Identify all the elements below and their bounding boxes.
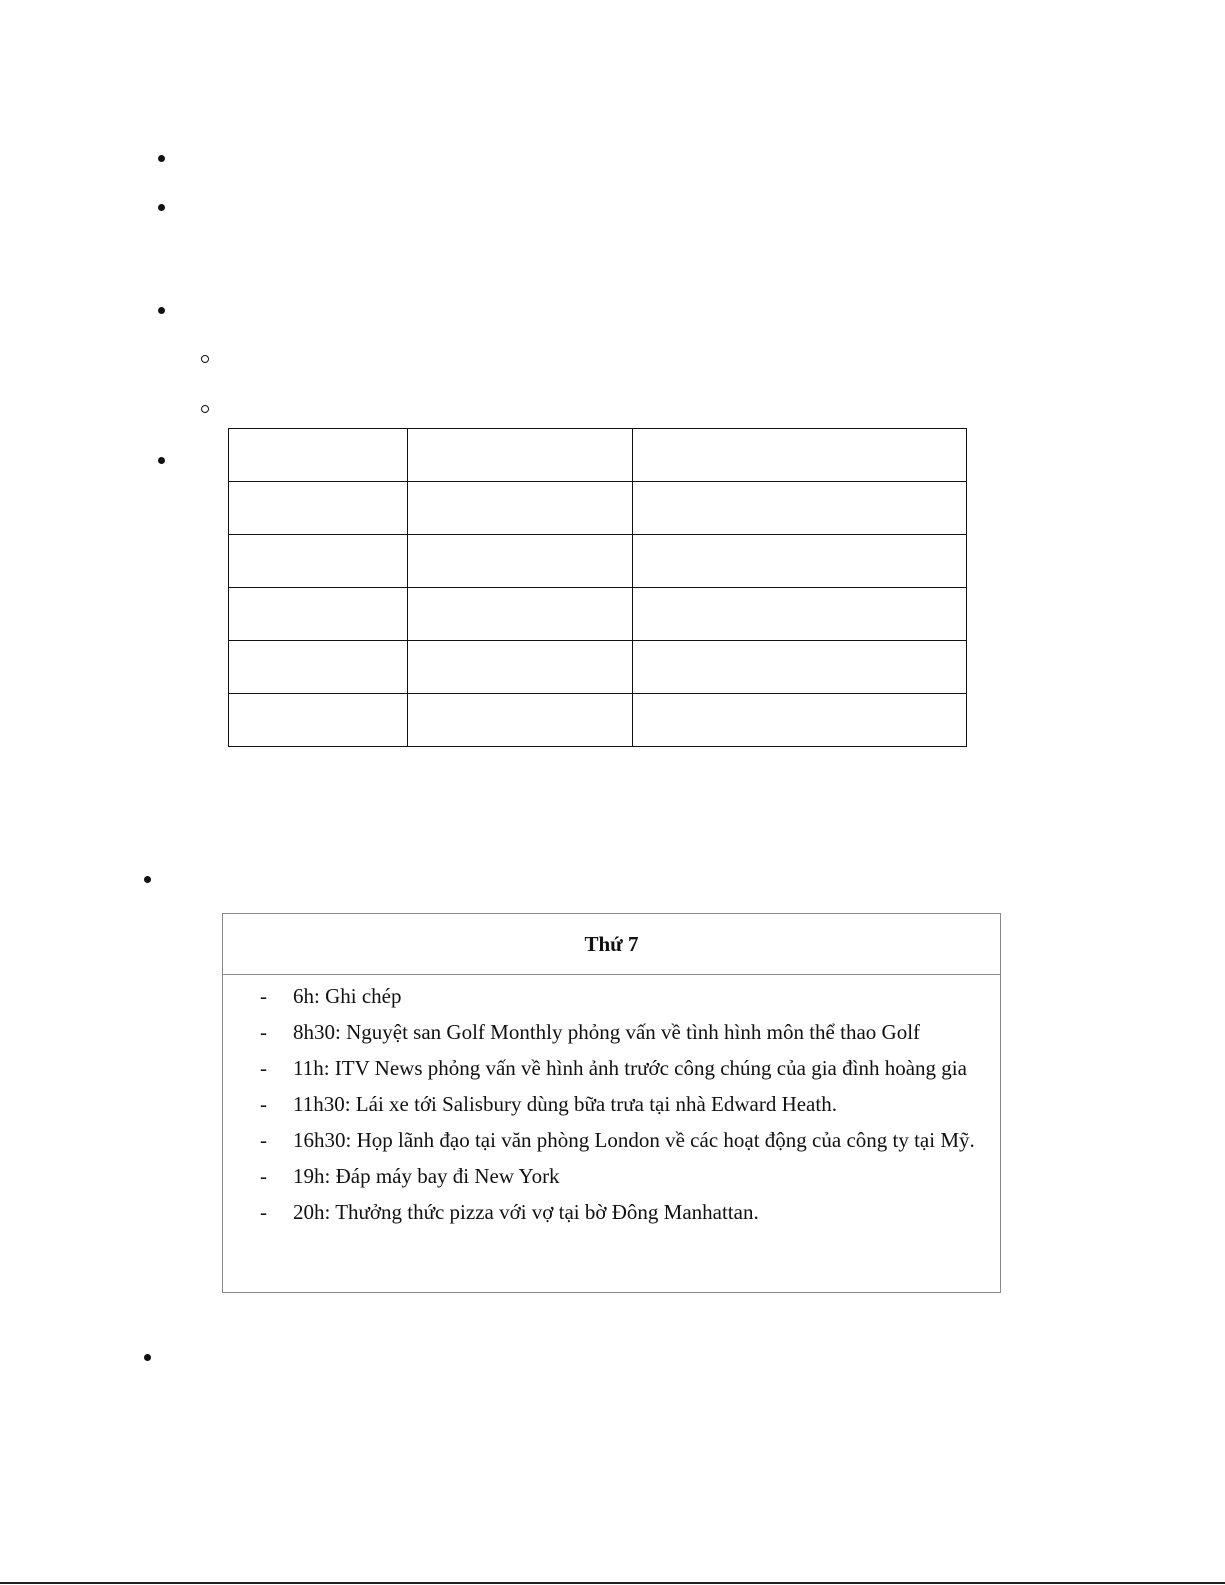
table-cell — [633, 694, 967, 747]
table-row — [229, 429, 967, 482]
list-bullet — [144, 876, 151, 883]
sub-list-bullet — [201, 405, 209, 413]
table-cell — [408, 694, 633, 747]
table-cell — [229, 641, 408, 694]
table-row — [229, 588, 967, 641]
schedule-item-text: 11h30: Lái xe tới Salisbury dùng bữa trưa tại nhà Edward Heath. — [293, 1092, 837, 1116]
schedule-item-text: 19h: Đáp máy bay đi New York — [293, 1164, 560, 1188]
table-cell — [633, 482, 967, 535]
schedule-item-text: 8h30: Nguyệt san Golf Monthly phỏng vấn về tình hình môn thể thao Golf — [293, 1020, 921, 1044]
table-row — [229, 535, 967, 588]
table-row — [229, 641, 967, 694]
schedule-item — [223, 1055, 990, 1081]
table-cell — [229, 482, 408, 535]
dash-marker: - — [260, 1056, 267, 1080]
table-row — [229, 694, 967, 747]
table-cell — [408, 535, 633, 588]
table-cell — [408, 429, 633, 482]
schedule-item-text: 16h30: Họp lãnh đạo tại văn phòng London về các hoạt động của công ty tại Mỹ. — [293, 1128, 975, 1152]
schedule-item-text: 20h: Thưởng thức pizza với vợ tại bờ Đông Manhattan. — [293, 1200, 759, 1224]
empty-table — [228, 428, 967, 747]
schedule-item — [223, 1163, 990, 1189]
schedule-item-text: 11h: ITV News phỏng vấn về hình ảnh trước công chúng của gia đình hoàng gia — [293, 1056, 967, 1080]
table-cell — [229, 694, 408, 747]
list-bullet — [158, 204, 165, 211]
schedule-item — [223, 1199, 990, 1225]
table-cell — [633, 588, 967, 641]
page-bottom-rule — [0, 1582, 1225, 1584]
list-bullet — [158, 457, 165, 464]
list-bullet — [144, 1354, 151, 1361]
table-cell — [633, 535, 967, 588]
schedule-item — [223, 1019, 990, 1045]
dash-marker: - — [260, 1200, 267, 1224]
table-cell — [408, 641, 633, 694]
table-cell — [408, 588, 633, 641]
schedule-item — [223, 1091, 990, 1117]
table-cell — [229, 588, 408, 641]
list-bullet — [158, 155, 165, 162]
list-bullet — [158, 307, 165, 314]
table-cell — [229, 535, 408, 588]
schedule-item-text: 6h: Ghi chép — [293, 984, 402, 1008]
dash-marker: - — [260, 1020, 267, 1044]
table-cell — [633, 429, 967, 482]
dash-marker: - — [260, 1092, 267, 1116]
sub-list-bullet — [201, 355, 209, 363]
table-cell — [408, 482, 633, 535]
schedule-header: Thứ 7 — [223, 914, 1000, 975]
dash-marker: - — [260, 1128, 267, 1152]
schedule-item — [223, 983, 990, 1009]
schedule-box — [222, 913, 1001, 1293]
dash-marker: - — [260, 984, 267, 1008]
schedule-list — [223, 975, 1000, 1225]
table-cell — [229, 429, 408, 482]
table-row — [229, 482, 967, 535]
schedule-item — [223, 1127, 990, 1153]
table-cell — [633, 641, 967, 694]
dash-marker: - — [260, 1164, 267, 1188]
